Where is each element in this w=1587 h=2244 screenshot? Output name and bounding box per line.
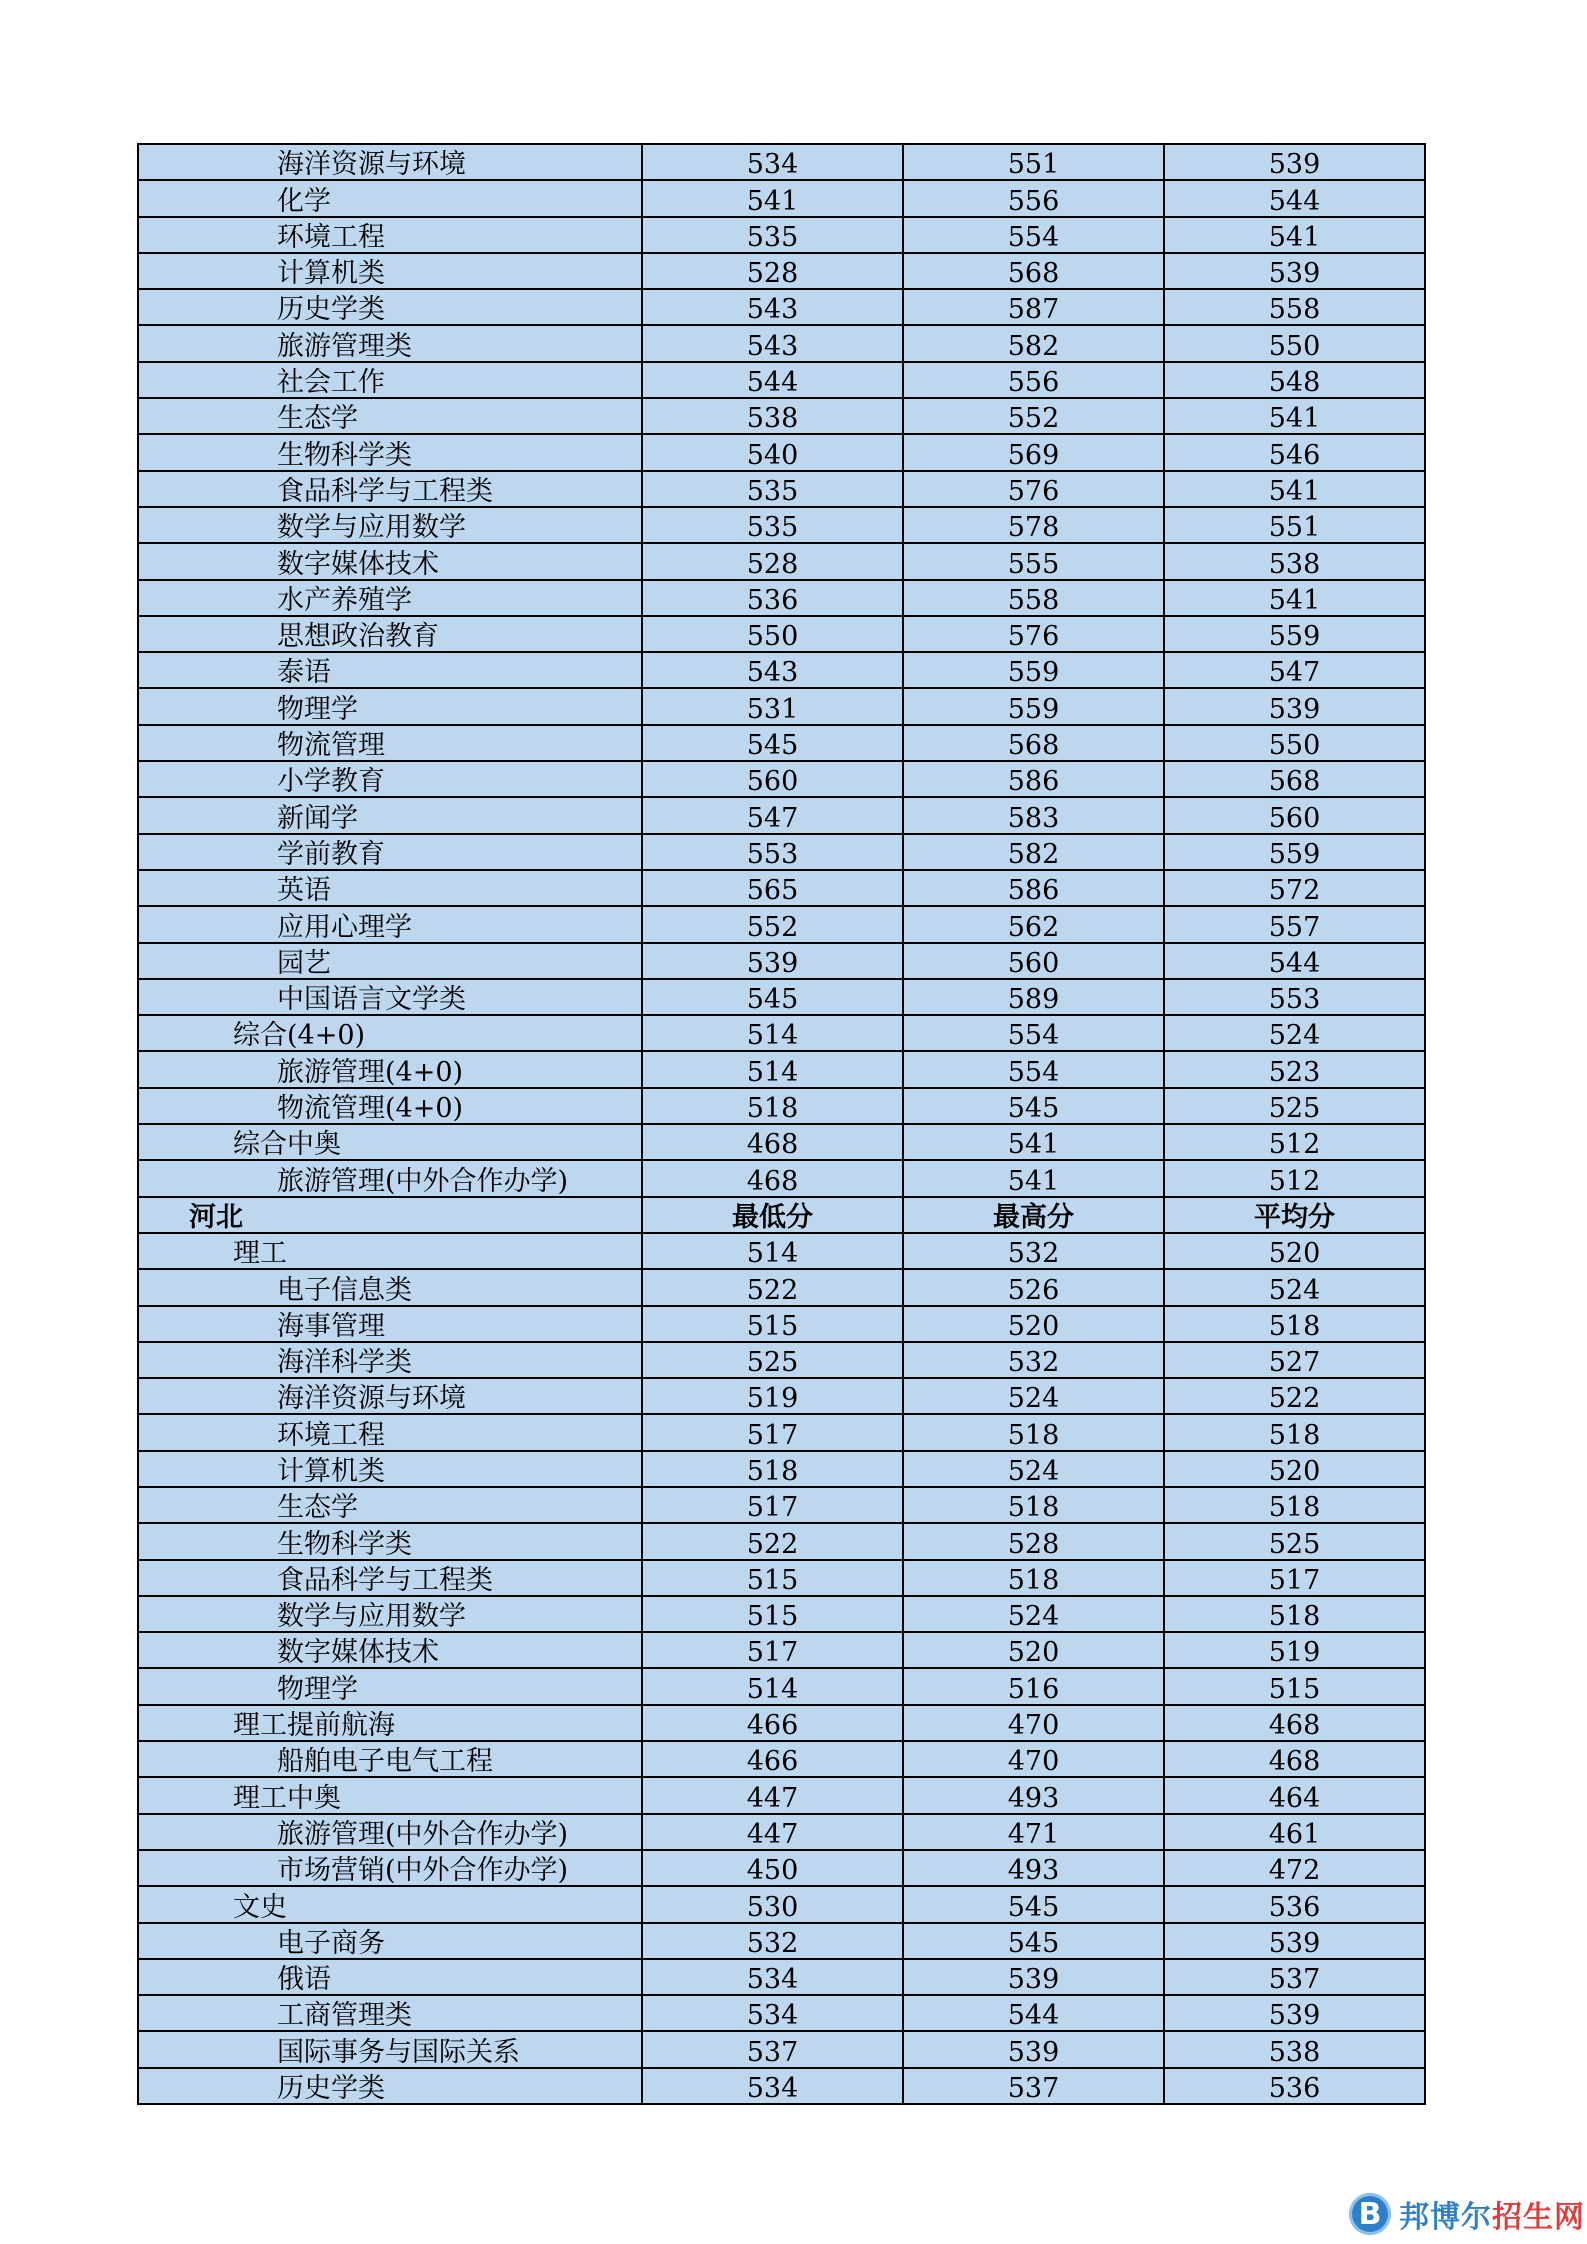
- table-row: [138, 1886, 1425, 1922]
- table-row: [138, 580, 1425, 616]
- avg-score-cell: 472: [1164, 1850, 1425, 1886]
- max-score-cell: 576: [903, 616, 1164, 652]
- table-row: [138, 906, 1425, 942]
- min-score-cell: 545: [642, 725, 903, 761]
- avg-score-cell: 525: [1164, 1523, 1425, 1559]
- min-score-cell: 539: [642, 943, 903, 979]
- min-score-cell: 515: [642, 1596, 903, 1632]
- major-name: 应用心理学: [138, 906, 642, 942]
- table-row: [138, 217, 1425, 253]
- min-score-cell: 543: [642, 652, 903, 688]
- avg-score-cell: 518: [1164, 1596, 1425, 1632]
- avg-score-cell: 550: [1164, 325, 1425, 361]
- min-score-cell: 538: [642, 398, 903, 434]
- avg-score-cell: 515: [1164, 1668, 1425, 1704]
- min-score-cell: 518: [642, 1088, 903, 1124]
- table-row: [138, 1306, 1425, 1342]
- min-score-cell: 560: [642, 761, 903, 797]
- major-name: 计算机类: [138, 253, 642, 289]
- max-score-cell: 556: [903, 180, 1164, 216]
- table-row: [138, 761, 1425, 797]
- table-row: [138, 1777, 1425, 1813]
- max-score-cell: 568: [903, 725, 1164, 761]
- table-row: [138, 1487, 1425, 1523]
- table-row: [138, 1741, 1425, 1777]
- max-score-cell: 558: [903, 580, 1164, 616]
- max-score-cell: 556: [903, 362, 1164, 398]
- avg-score-cell: 568: [1164, 761, 1425, 797]
- table-row: [138, 1596, 1425, 1632]
- min-score-cell: 547: [642, 797, 903, 833]
- max-score-cell: 520: [903, 1632, 1164, 1668]
- avg-score-cell: 546: [1164, 434, 1425, 470]
- max-score-cell: 518: [903, 1560, 1164, 1596]
- major-name: 数字媒体技术: [138, 1632, 642, 1668]
- table-row: [138, 725, 1425, 761]
- max-score-cell: 559: [903, 652, 1164, 688]
- table-row: [138, 1705, 1425, 1741]
- min-score-cell: 466: [642, 1741, 903, 1777]
- max-score-cell: 545: [903, 1088, 1164, 1124]
- avg-score-cell: 512: [1164, 1124, 1425, 1160]
- max-score-cell: 524: [903, 1378, 1164, 1414]
- max-score-cell: 554: [903, 1051, 1164, 1087]
- admission-score-table: [137, 143, 1426, 2105]
- min-score-cell: 466: [642, 1705, 903, 1741]
- min-score-cell: 535: [642, 507, 903, 543]
- min-score-cell: 514: [642, 1015, 903, 1051]
- max-score-cell: 541: [903, 1124, 1164, 1160]
- avg-score-cell: 520: [1164, 1233, 1425, 1269]
- table-row: [138, 1233, 1425, 1269]
- avg-score-cell: 518: [1164, 1414, 1425, 1450]
- avg-score-cell: 544: [1164, 943, 1425, 979]
- major-name: 园艺: [138, 943, 642, 979]
- avg-score-cell: 523: [1164, 1051, 1425, 1087]
- avg-score-cell: 539: [1164, 688, 1425, 724]
- min-score-cell: 550: [642, 616, 903, 652]
- major-name: 数字媒体技术: [138, 543, 642, 579]
- avg-score-cell: 559: [1164, 834, 1425, 870]
- table-row: [138, 979, 1425, 1015]
- table-row: [138, 1523, 1425, 1559]
- avg-score-cell: 541: [1164, 398, 1425, 434]
- max-score-cell: 587: [903, 289, 1164, 325]
- avg-score-cell: 524: [1164, 1269, 1425, 1305]
- table-row: [138, 1015, 1425, 1051]
- table-row: [138, 870, 1425, 906]
- avg-score-cell: 541: [1164, 471, 1425, 507]
- major-name: 社会工作: [138, 362, 642, 398]
- table-row: [138, 434, 1425, 470]
- max-score-cell: 569: [903, 434, 1164, 470]
- avg-score-cell: 550: [1164, 725, 1425, 761]
- table-row: [138, 1814, 1425, 1850]
- avg-score-cell: 551: [1164, 507, 1425, 543]
- major-name: 物流管理: [138, 725, 642, 761]
- table-row: [138, 1560, 1425, 1596]
- avg-score-cell: 525: [1164, 1088, 1425, 1124]
- table-row: [138, 797, 1425, 833]
- min-score-cell: 544: [642, 362, 903, 398]
- max-score-cell: 576: [903, 471, 1164, 507]
- table-row: [138, 507, 1425, 543]
- major-name: 新闻学: [138, 797, 642, 833]
- major-name: 环境工程: [138, 217, 642, 253]
- major-name: 食品科学与工程类: [138, 471, 642, 507]
- table-row: [138, 1378, 1425, 1414]
- min-score-cell: 534: [642, 144, 903, 180]
- avg-score-cell: 518: [1164, 1306, 1425, 1342]
- min-score-cell: 545: [642, 979, 903, 1015]
- min-score-cell: 534: [642, 1959, 903, 1995]
- avg-score-cell: 522: [1164, 1378, 1425, 1414]
- min-score-cell: 468: [642, 1160, 903, 1196]
- major-name: 工商管理类: [138, 1995, 642, 2031]
- table-row: [138, 471, 1425, 507]
- avg-score-cell: 539: [1164, 1923, 1425, 1959]
- major-name: 生态学: [138, 398, 642, 434]
- avg-score-cell: 536: [1164, 2068, 1425, 2104]
- avg-score-cell: 468: [1164, 1705, 1425, 1741]
- avg-score-cell: 524: [1164, 1015, 1425, 1051]
- brand-logo-icon: B: [1349, 2193, 1391, 2235]
- max-score-cell: 568: [903, 253, 1164, 289]
- max-score-cell: 518: [903, 1487, 1164, 1523]
- brand-name-part-b: 招生网: [1492, 2200, 1585, 2235]
- avg-score-cell: 519: [1164, 1632, 1425, 1668]
- max-score-cell: 539: [903, 1959, 1164, 1995]
- table-row: [138, 543, 1425, 579]
- major-name: 综合(4+0): [138, 1015, 642, 1051]
- avg-score-cell: 520: [1164, 1451, 1425, 1487]
- major-name: 海洋资源与环境: [138, 1378, 642, 1414]
- brand-name: [1399, 2192, 1585, 2236]
- avg-score-cell: 557: [1164, 906, 1425, 942]
- major-name: 食品科学与工程类: [138, 1560, 642, 1596]
- major-name: 旅游管理(中外合作办学): [138, 1814, 642, 1850]
- avg-score-cell: 541: [1164, 580, 1425, 616]
- major-name: 文史: [138, 1886, 642, 1922]
- major-name: 生态学: [138, 1487, 642, 1523]
- table-row: [138, 1342, 1425, 1378]
- min-score-cell: 515: [642, 1560, 903, 1596]
- min-score-cell: 541: [642, 180, 903, 216]
- avg-score-cell: 547: [1164, 652, 1425, 688]
- major-name: 中国语言文学类: [138, 979, 642, 1015]
- table-row: [138, 1995, 1425, 2031]
- avg-score-cell: 544: [1164, 180, 1425, 216]
- max-score-cell: 552: [903, 398, 1164, 434]
- major-name: 化学: [138, 180, 642, 216]
- major-name: 综合中奥: [138, 1124, 642, 1160]
- max-score-cell: 582: [903, 834, 1164, 870]
- major-name: 国际事务与国际关系: [138, 2031, 642, 2067]
- major-name: 海洋科学类: [138, 1342, 642, 1378]
- max-score-cell: 518: [903, 1414, 1164, 1450]
- max-score-cell: 516: [903, 1668, 1164, 1704]
- min-score-cell: 537: [642, 2031, 903, 2067]
- max-score-cell: 554: [903, 1015, 1164, 1051]
- table-row: [138, 1959, 1425, 1995]
- brand-name-part-a: 邦博尔: [1399, 2200, 1492, 2235]
- major-name: 物流管理(4+0): [138, 1088, 642, 1124]
- major-name: 历史学类: [138, 2068, 642, 2104]
- avg-score-cell: 539: [1164, 253, 1425, 289]
- max-score-cell: 545: [903, 1923, 1164, 1959]
- avg-score-cell: 559: [1164, 616, 1425, 652]
- max-score-cell: 555: [903, 543, 1164, 579]
- major-name: 学前教育: [138, 834, 642, 870]
- max-score-cell: 554: [903, 217, 1164, 253]
- table-row: [138, 1923, 1425, 1959]
- max-score-cell: 545: [903, 1886, 1164, 1922]
- avg-score-cell: 468: [1164, 1741, 1425, 1777]
- max-score-cell: 541: [903, 1160, 1164, 1196]
- major-name: 水产养殖学: [138, 580, 642, 616]
- table-row: [138, 2068, 1425, 2104]
- min-score-cell: 517: [642, 1632, 903, 1668]
- table-row: [138, 1088, 1425, 1124]
- min-score-cell: 530: [642, 1886, 903, 1922]
- major-name: 物理学: [138, 1668, 642, 1704]
- avg-score-cell: 536: [1164, 1886, 1425, 1922]
- min-score-cell: 528: [642, 253, 903, 289]
- table-row: [138, 1414, 1425, 1450]
- max-score-cell: 524: [903, 1451, 1164, 1487]
- avg-score-cell: 517: [1164, 1560, 1425, 1596]
- avg-score-header: 平均分: [1164, 1197, 1425, 1233]
- province-name: 河北: [138, 1197, 642, 1233]
- avg-score-cell: 539: [1164, 144, 1425, 180]
- avg-score-cell: 548: [1164, 362, 1425, 398]
- major-name: 理工提前航海: [138, 1705, 642, 1741]
- max-score-cell: 532: [903, 1342, 1164, 1378]
- max-score-cell: 578: [903, 507, 1164, 543]
- table-row: [138, 180, 1425, 216]
- table-row: [138, 616, 1425, 652]
- min-score-cell: 536: [642, 580, 903, 616]
- table-row: [138, 289, 1425, 325]
- avg-score-cell: 538: [1164, 543, 1425, 579]
- avg-score-cell: 512: [1164, 1160, 1425, 1196]
- table-row: [138, 398, 1425, 434]
- table-row: [138, 1632, 1425, 1668]
- min-score-cell: 531: [642, 688, 903, 724]
- major-name: 数学与应用数学: [138, 507, 642, 543]
- table-row: [138, 325, 1425, 361]
- max-score-cell: 559: [903, 688, 1164, 724]
- min-score-cell: 519: [642, 1378, 903, 1414]
- table-row: [138, 1269, 1425, 1305]
- min-score-header: 最低分: [642, 1197, 903, 1233]
- major-name: 环境工程: [138, 1414, 642, 1450]
- major-name: 历史学类: [138, 289, 642, 325]
- max-score-cell: 471: [903, 1814, 1164, 1850]
- max-score-cell: 539: [903, 2031, 1164, 2067]
- max-score-cell: 586: [903, 761, 1164, 797]
- max-score-cell: 526: [903, 1269, 1164, 1305]
- major-name: 理工: [138, 1233, 642, 1269]
- major-name: 英语: [138, 870, 642, 906]
- min-score-cell: 515: [642, 1306, 903, 1342]
- major-name: 理工中奥: [138, 1777, 642, 1813]
- min-score-cell: 528: [642, 543, 903, 579]
- min-score-cell: 535: [642, 217, 903, 253]
- min-score-cell: 532: [642, 1923, 903, 1959]
- major-name: 旅游管理类: [138, 325, 642, 361]
- max-score-cell: 470: [903, 1705, 1164, 1741]
- min-score-cell: 522: [642, 1523, 903, 1559]
- major-name: 市场营销(中外合作办学): [138, 1850, 642, 1886]
- min-score-cell: 447: [642, 1814, 903, 1850]
- min-score-cell: 517: [642, 1414, 903, 1450]
- table-row: [138, 362, 1425, 398]
- max-score-cell: 551: [903, 144, 1164, 180]
- major-name: 生物科学类: [138, 1523, 642, 1559]
- min-score-cell: 514: [642, 1233, 903, 1269]
- min-score-cell: 514: [642, 1668, 903, 1704]
- min-score-cell: 553: [642, 834, 903, 870]
- max-score-cell: 544: [903, 1995, 1164, 2031]
- avg-score-cell: 527: [1164, 1342, 1425, 1378]
- min-score-cell: 543: [642, 289, 903, 325]
- max-score-cell: 589: [903, 979, 1164, 1015]
- max-score-cell: 524: [903, 1596, 1164, 1632]
- max-score-cell: 582: [903, 325, 1164, 361]
- max-score-cell: 537: [903, 2068, 1164, 2104]
- max-score-header: 最高分: [903, 1197, 1164, 1233]
- avg-score-cell: 518: [1164, 1487, 1425, 1523]
- min-score-cell: 447: [642, 1777, 903, 1813]
- avg-score-cell: 461: [1164, 1814, 1425, 1850]
- min-score-cell: 552: [642, 906, 903, 942]
- table-row: [138, 1451, 1425, 1487]
- table-row: [138, 1124, 1425, 1160]
- max-score-cell: 562: [903, 906, 1164, 942]
- table-row: [138, 1051, 1425, 1087]
- major-name: 俄语: [138, 1959, 642, 1995]
- min-score-cell: 517: [642, 1487, 903, 1523]
- table-row: [138, 943, 1425, 979]
- table-row: [138, 2031, 1425, 2067]
- min-score-cell: 518: [642, 1451, 903, 1487]
- major-name: 海洋资源与环境: [138, 144, 642, 180]
- max-score-cell: 583: [903, 797, 1164, 833]
- table-row: [138, 652, 1425, 688]
- avg-score-cell: 572: [1164, 870, 1425, 906]
- min-score-cell: 534: [642, 1995, 903, 2031]
- avg-score-cell: 537: [1164, 1959, 1425, 1995]
- min-score-cell: 522: [642, 1269, 903, 1305]
- table-row: [138, 688, 1425, 724]
- min-score-cell: 543: [642, 325, 903, 361]
- max-score-cell: 528: [903, 1523, 1164, 1559]
- table-row: [138, 253, 1425, 289]
- major-name: 泰语: [138, 652, 642, 688]
- major-name: 船舶电子电气工程: [138, 1741, 642, 1777]
- avg-score-cell: 464: [1164, 1777, 1425, 1813]
- avg-score-cell: 541: [1164, 217, 1425, 253]
- max-score-cell: 520: [903, 1306, 1164, 1342]
- min-score-cell: 535: [642, 471, 903, 507]
- site-watermark: [1349, 2192, 1585, 2236]
- major-name: 旅游管理(4+0): [138, 1051, 642, 1087]
- min-score-cell: 450: [642, 1850, 903, 1886]
- score-table-body: [138, 144, 1425, 2104]
- avg-score-cell: 558: [1164, 289, 1425, 325]
- avg-score-cell: 539: [1164, 1995, 1425, 2031]
- major-name: 思想政治教育: [138, 616, 642, 652]
- max-score-cell: 493: [903, 1777, 1164, 1813]
- table-row: [138, 1160, 1425, 1196]
- major-name: 小学教育: [138, 761, 642, 797]
- max-score-cell: 586: [903, 870, 1164, 906]
- major-name: 旅游管理(中外合作办学): [138, 1160, 642, 1196]
- max-score-cell: 470: [903, 1741, 1164, 1777]
- table-row: [138, 1850, 1425, 1886]
- major-name: 海事管理: [138, 1306, 642, 1342]
- max-score-cell: 560: [903, 943, 1164, 979]
- avg-score-cell: 560: [1164, 797, 1425, 833]
- table-row: [138, 1668, 1425, 1704]
- table-row: [138, 834, 1425, 870]
- avg-score-cell: 538: [1164, 2031, 1425, 2067]
- table-row: [138, 144, 1425, 180]
- province-header-row: [138, 1197, 1425, 1233]
- max-score-cell: 532: [903, 1233, 1164, 1269]
- min-score-cell: 525: [642, 1342, 903, 1378]
- major-name: 数学与应用数学: [138, 1596, 642, 1632]
- major-name: 电子信息类: [138, 1269, 642, 1305]
- major-name: 物理学: [138, 688, 642, 724]
- min-score-cell: 565: [642, 870, 903, 906]
- min-score-cell: 540: [642, 434, 903, 470]
- min-score-cell: 468: [642, 1124, 903, 1160]
- avg-score-cell: 553: [1164, 979, 1425, 1015]
- min-score-cell: 534: [642, 2068, 903, 2104]
- min-score-cell: 514: [642, 1051, 903, 1087]
- major-name: 计算机类: [138, 1451, 642, 1487]
- major-name: 生物科学类: [138, 434, 642, 470]
- max-score-cell: 493: [903, 1850, 1164, 1886]
- major-name: 电子商务: [138, 1923, 642, 1959]
